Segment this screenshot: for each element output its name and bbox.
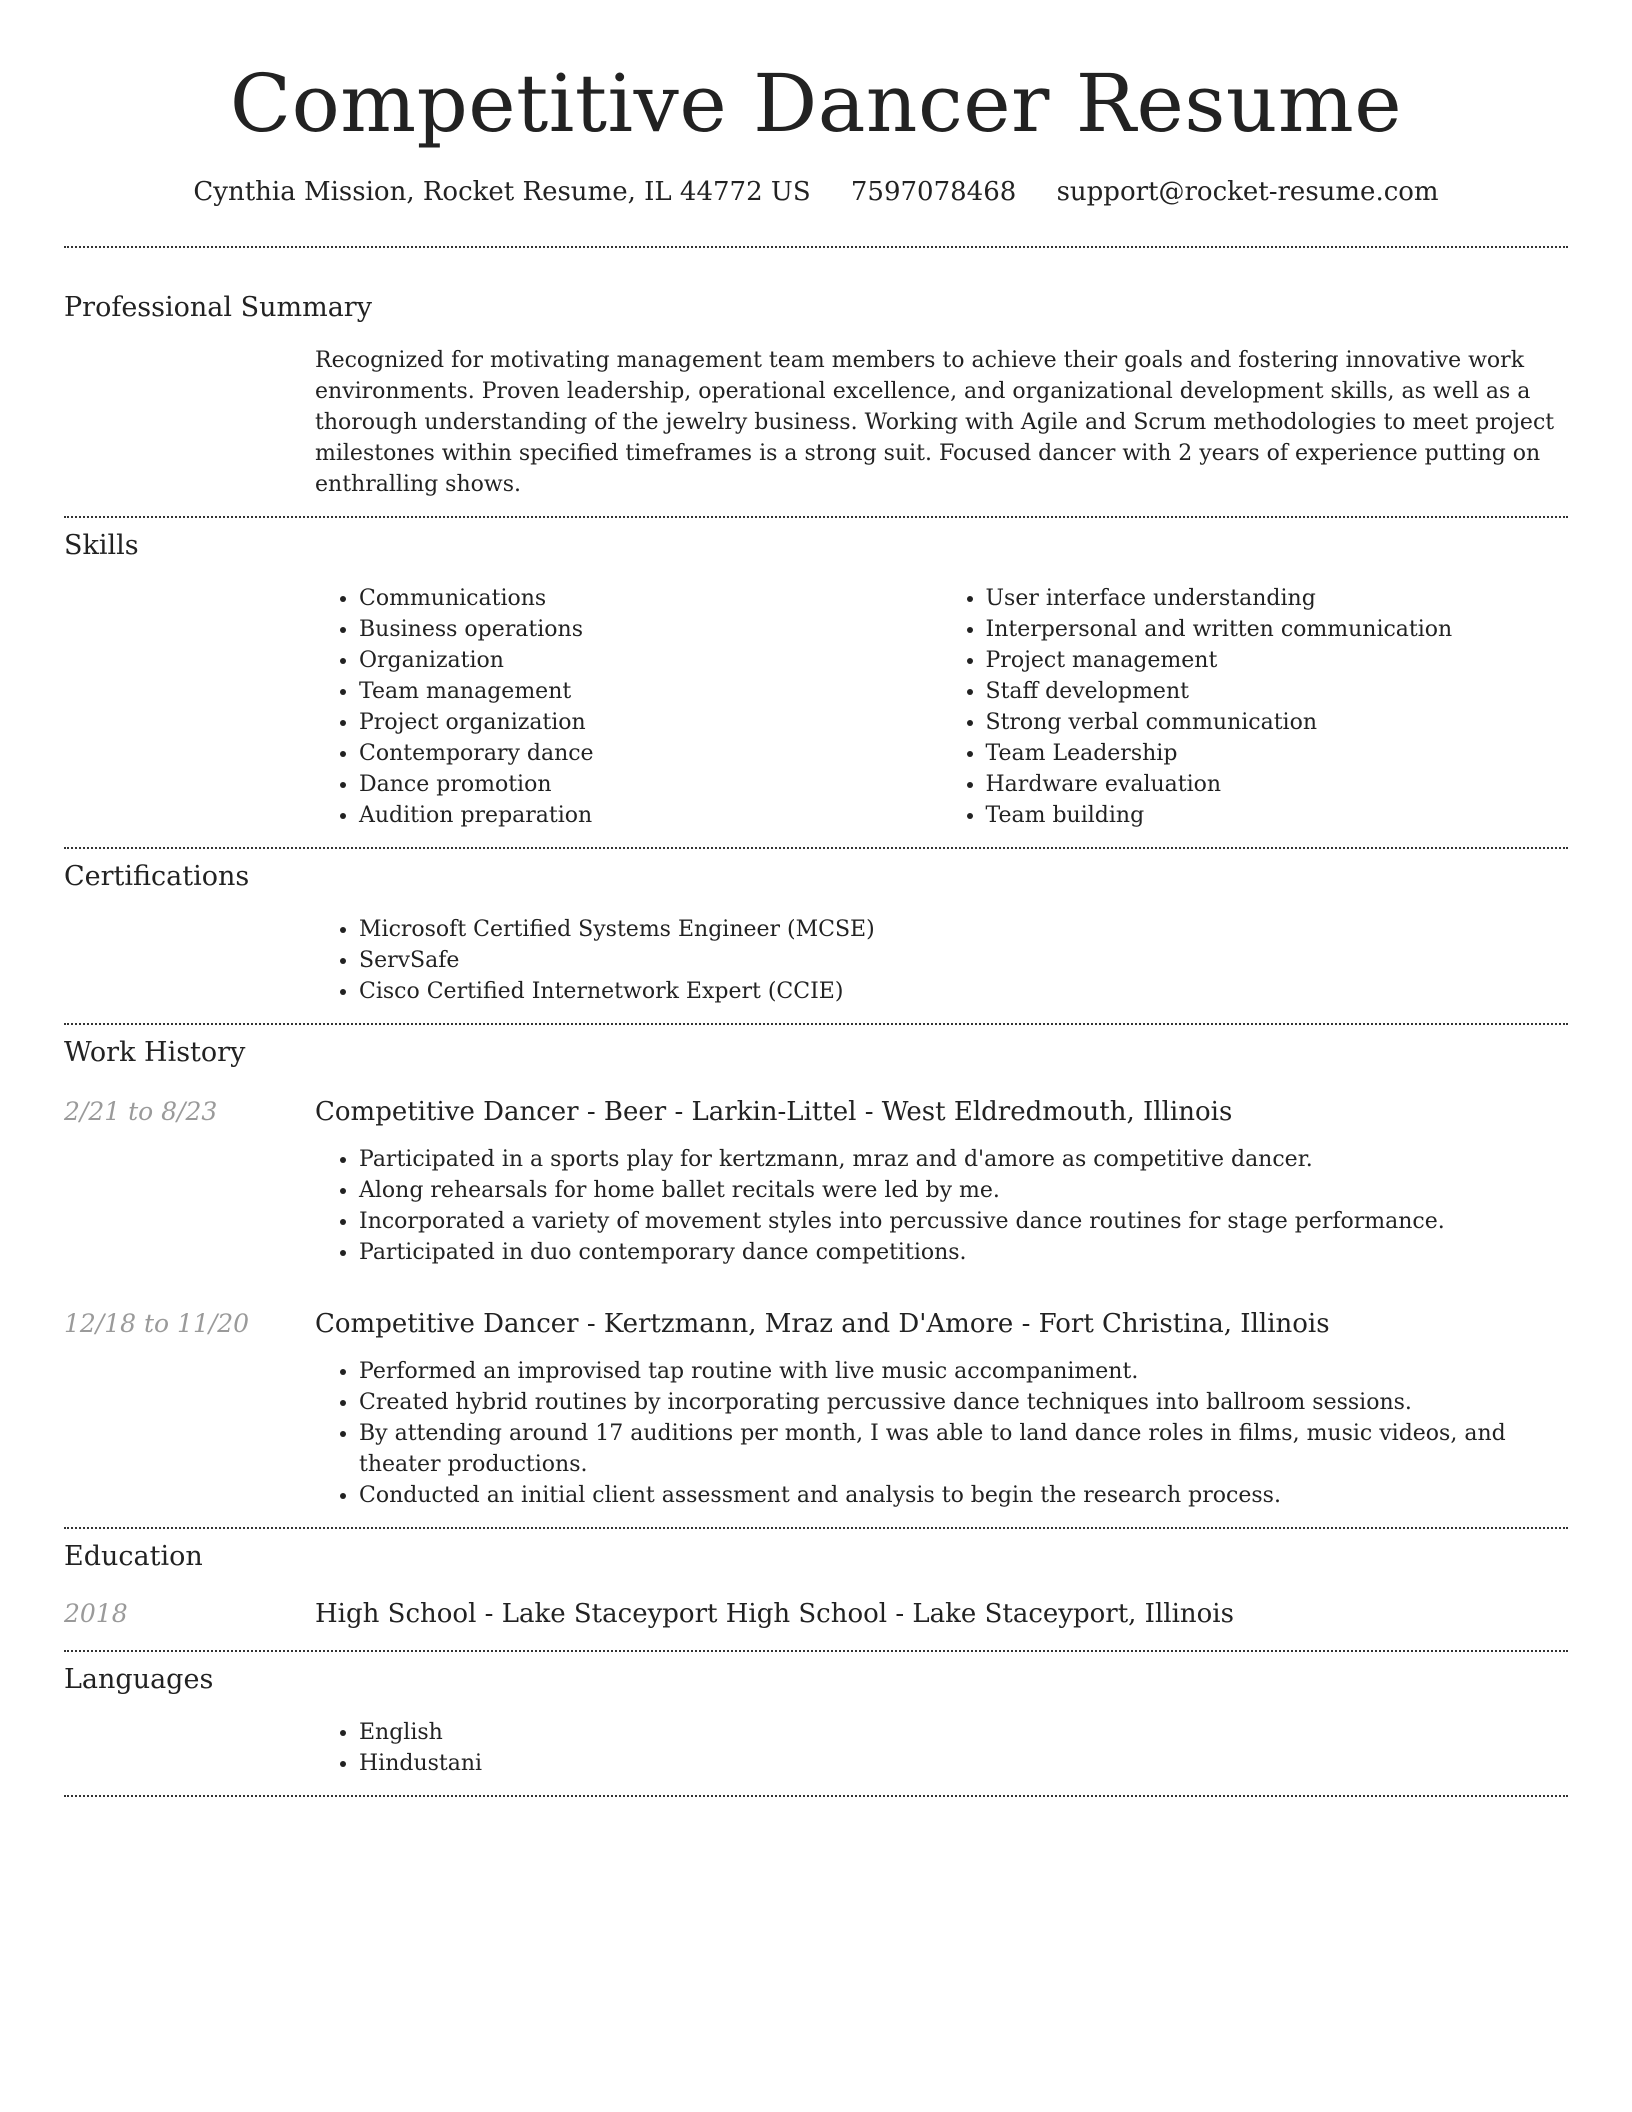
skills-heading: Skills <box>64 529 139 561</box>
skill-item: • Team building <box>986 800 1569 831</box>
section-divider <box>64 1795 1568 1797</box>
languages-heading: Languages <box>64 1663 214 1695</box>
job-entry <box>64 1096 1568 1268</box>
skills-list-right <box>942 583 1569 831</box>
job-dates: 12/18 to 11/20 <box>64 1308 250 1338</box>
job-dates: 2/21 to 8/23 <box>64 1097 218 1127</box>
skill-item: • Team Leadership <box>986 738 1569 769</box>
section-divider <box>64 516 1568 518</box>
resume-page <box>64 0 1568 1797</box>
job-bullet: • Participated in duo contemporary dance competitions. <box>359 1237 1568 1268</box>
job-header <box>64 1308 1568 1342</box>
work-history-heading: Work History <box>64 1037 246 1069</box>
certification-item: • ServSafe <box>359 945 1568 976</box>
skill-item: • Communications <box>359 583 942 614</box>
skills-columns <box>315 583 1568 831</box>
job-bullet: • By attending around 17 auditions per month, I was able to land dance roles in films, music videos, and theater productions. <box>359 1418 1568 1480</box>
skill-item: • Dance promotion <box>359 769 942 800</box>
languages-list <box>315 1717 1568 1779</box>
section-divider <box>64 1023 1568 1025</box>
job-bullet: • Along rehearsals for home ballet recitals were led by me. <box>359 1175 1568 1206</box>
skill-item: • Project management <box>986 645 1569 676</box>
job-entry <box>64 1308 1568 1511</box>
summary-text: Recognized for motivating management team members to achieve their goals and fostering innovative work environments. Proven leadership, operational excellence, and organizational development skills, as well as a thorough understanding of the jewelry business. Working with Agile and Scrum methodologies to meet project milestones within specified timeframes is a strong suit. Focused dancer with 2 years of experience putting on enthralling shows. <box>315 347 1555 497</box>
skill-item: • Hardware evaluation <box>986 769 1569 800</box>
skill-item: • Strong verbal communication <box>986 707 1569 738</box>
job-bullets <box>315 1144 1568 1268</box>
job-title: Competitive Dancer - Beer - Larkin-Littel - West Eldredmouth, Illinois <box>315 1097 1233 1128</box>
job-bullet: • Created hybrid routines by incorporating percussive dance techniques into ballroom sessions. <box>359 1387 1568 1418</box>
languages-section <box>64 1662 1568 1779</box>
education-heading: Education <box>64 1540 203 1572</box>
skill-item: • Team management <box>359 676 942 707</box>
job-bullet: • Performed an improvised tap routine with live music accompaniment. <box>359 1356 1568 1387</box>
section-divider <box>64 847 1568 849</box>
section-divider <box>64 246 1568 248</box>
language-item: • Hindustani <box>359 1748 1568 1779</box>
skill-item: • User interface understanding <box>986 583 1569 614</box>
certification-item: • Microsoft Certified Systems Engineer (MCSE) <box>359 914 1568 945</box>
job-bullet: • Participated in a sports play for kertzmann, mraz and d'amore as competitive dancer. <box>359 1144 1568 1175</box>
section-divider <box>64 1527 1568 1529</box>
language-item: • English <box>359 1717 1568 1748</box>
job-header <box>64 1096 1568 1130</box>
skills-list-left <box>315 583 942 831</box>
skill-item: • Staff development <box>986 676 1569 707</box>
job-bullet: • Incorporated a variety of movement styles into percussive dance routines for stage performance. <box>359 1206 1568 1237</box>
certifications-section <box>64 859 1568 1007</box>
certifications-heading: Certifications <box>64 860 250 892</box>
education-year: 2018 <box>64 1598 128 1628</box>
education-section <box>64 1539 1568 1650</box>
job-bullet: • Conducted an initial client assessment and analysis to begin the research process. <box>359 1480 1568 1511</box>
certifications-list <box>315 914 1568 1007</box>
skill-item: • Interpersonal and written communication <box>986 614 1569 645</box>
education-title: High School - Lake Staceyport High School - Lake Staceyport, Illinois <box>315 1598 1234 1629</box>
contact-phone: 7597078468 <box>850 177 1017 207</box>
summary-section <box>64 290 1568 500</box>
skill-item: • Project organization <box>359 707 942 738</box>
skills-section <box>64 528 1568 831</box>
work-history-section <box>64 1035 1568 1527</box>
job-title: Competitive Dancer - Kertzmann, Mraz and D'Amore - Fort Christina, Illinois <box>315 1308 1330 1339</box>
skill-item: • Contemporary dance <box>359 738 942 769</box>
certification-item: • Cisco Certified Internetwork Expert (CCIE) <box>359 976 1568 1007</box>
section-divider <box>64 1650 1568 1652</box>
education-entry <box>64 1598 1568 1632</box>
summary-heading: Professional Summary <box>64 291 372 323</box>
job-bullets <box>315 1356 1568 1511</box>
contact-line <box>64 176 1568 210</box>
skill-item: • Organization <box>359 645 942 676</box>
skill-item: • Audition preparation <box>359 800 942 831</box>
resume-title: Competitive Dancer Resume <box>229 57 1403 150</box>
contact-email: support@rocket-resume.com <box>1056 177 1439 207</box>
skill-item: • Business operations <box>359 614 942 645</box>
contact-address: Cynthia Mission, Rocket Resume, IL 44772 US <box>193 177 811 207</box>
